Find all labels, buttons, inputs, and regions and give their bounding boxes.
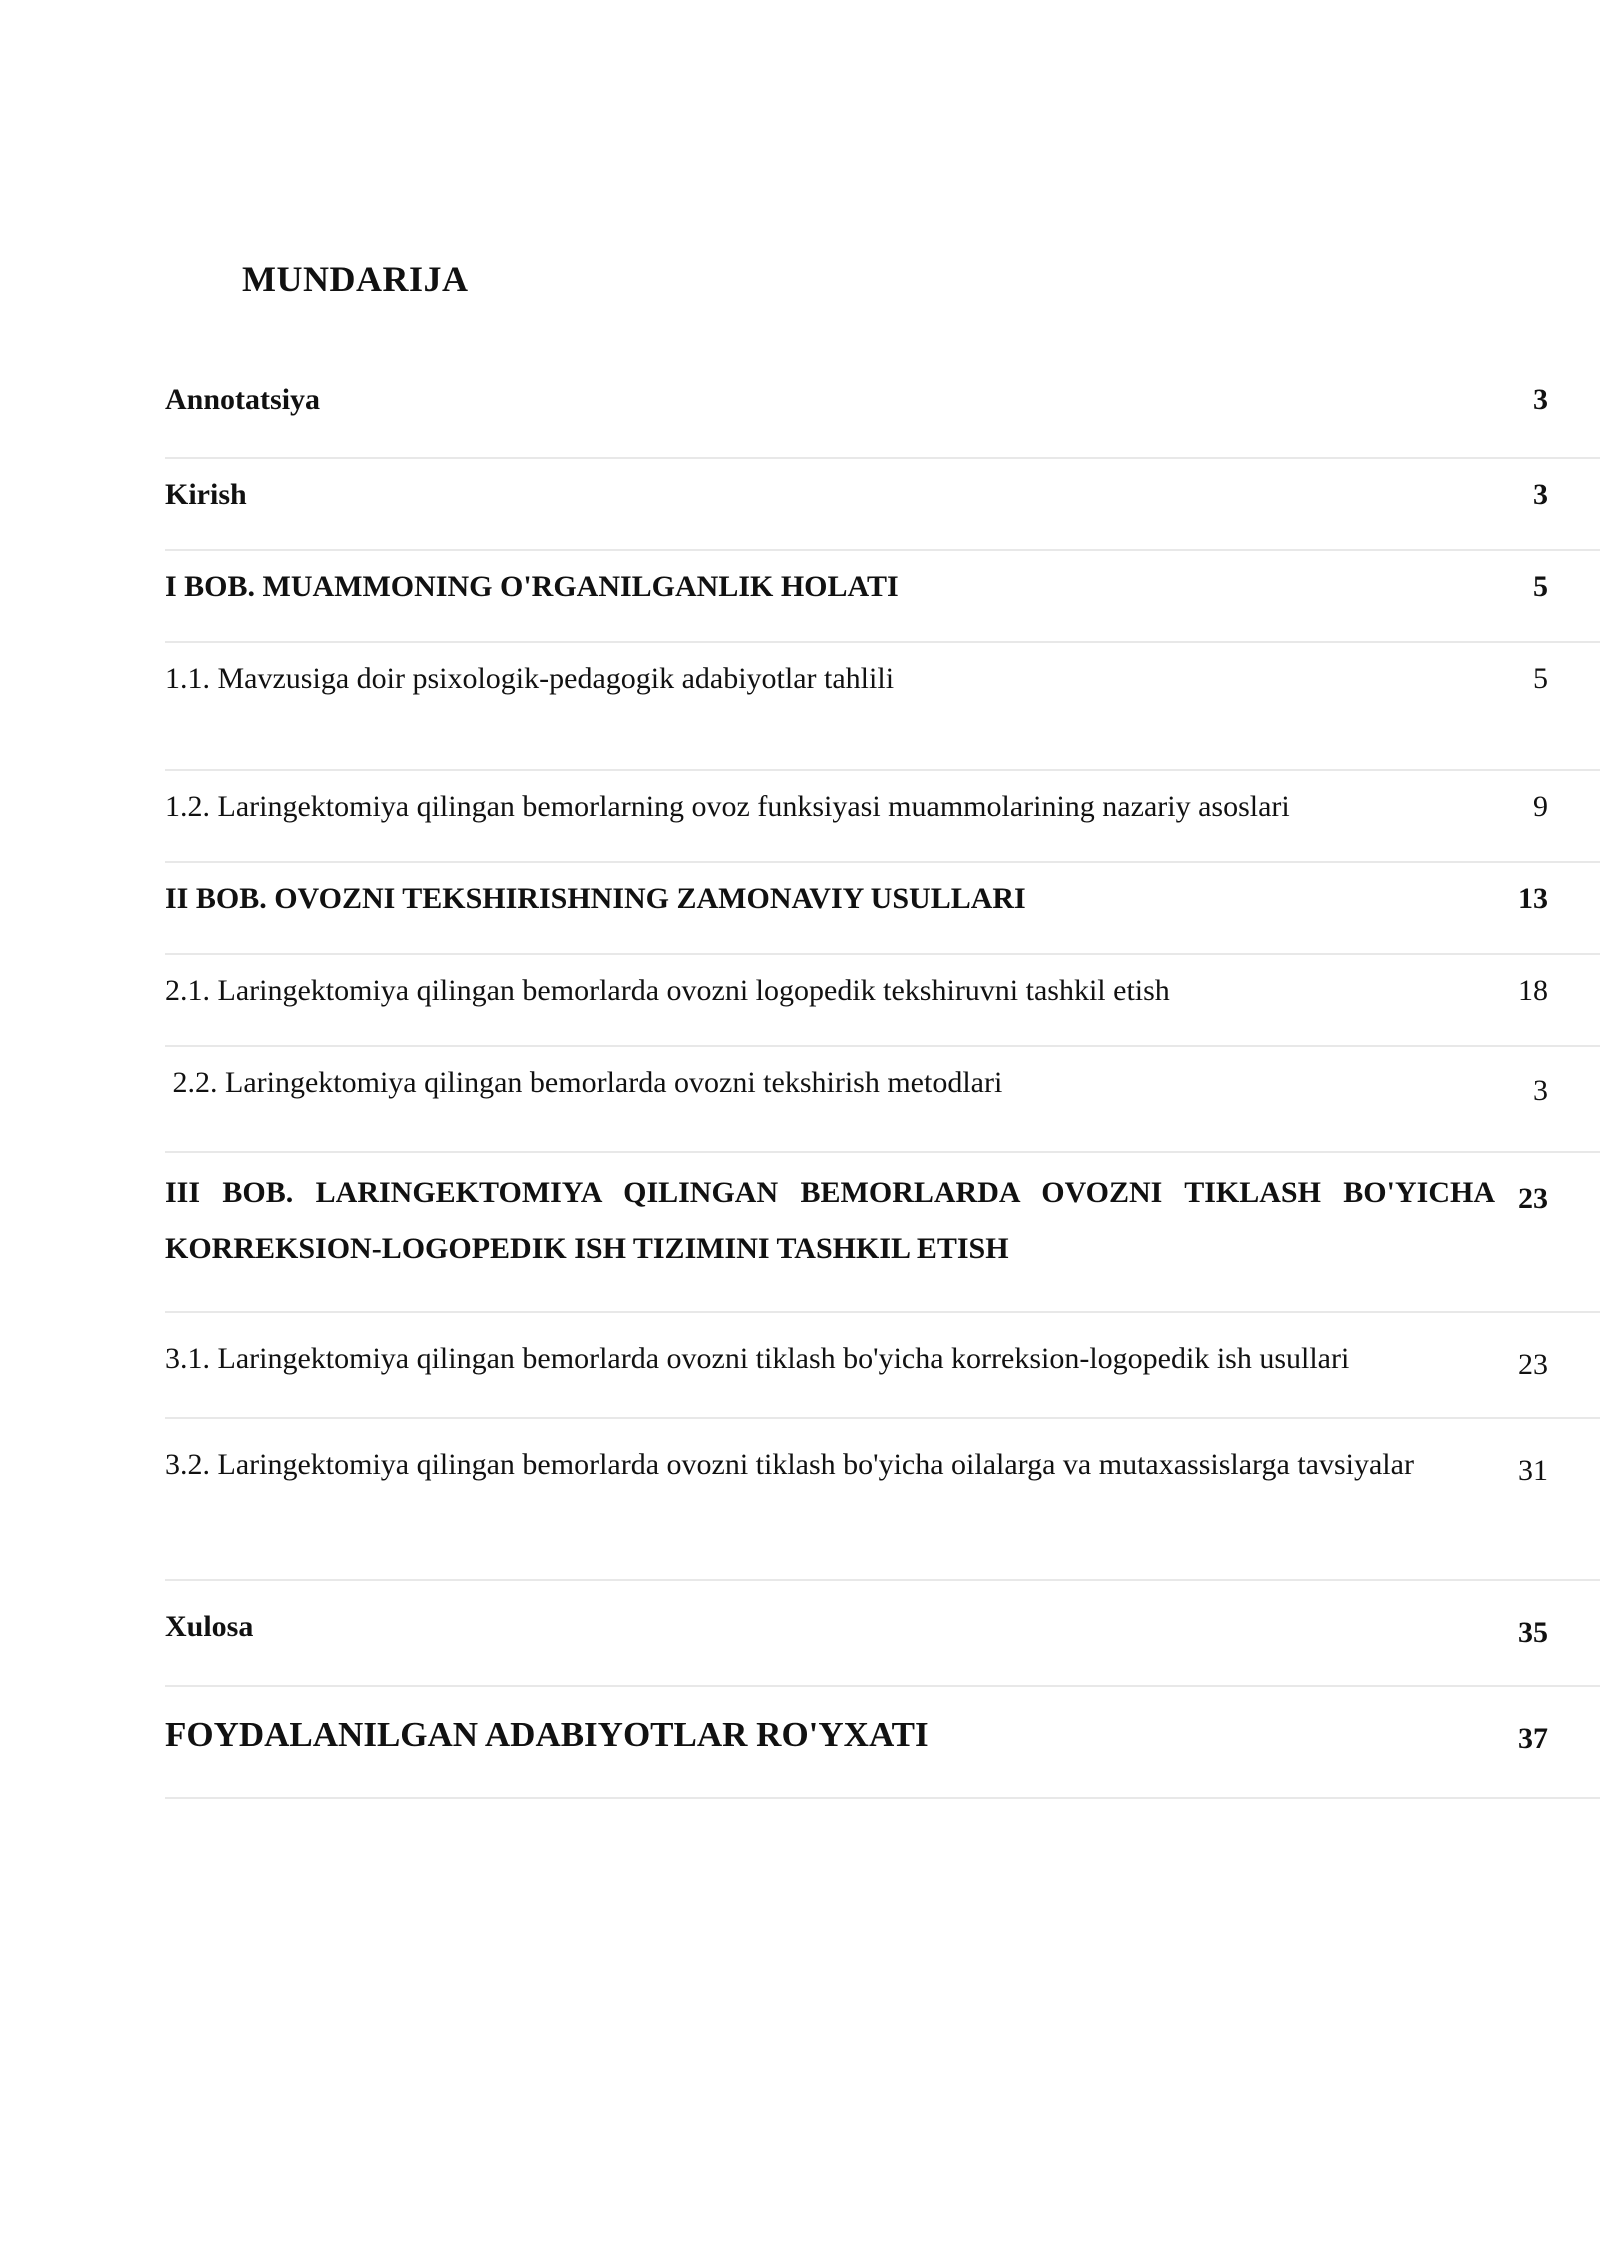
toc-page-number: 3 bbox=[1533, 383, 1548, 416]
table-of-contents bbox=[165, 365, 1600, 1799]
toc-entry-text: III BOB. LARINGEKTOMIYA QILINGAN BEMORLARDA OVOZNI TIKLASH BO'YICHA KORREKSION-LOGOPEDIK ISH TIZIMINI TASHKIL ETISH bbox=[165, 1176, 1495, 1265]
toc-row-section-2-1[interactable] bbox=[165, 955, 1600, 1047]
toc-page-number: 23 bbox=[1518, 1348, 1548, 1381]
toc-entry-text: Annotatsiya bbox=[165, 383, 321, 416]
toc-row-chapter-1[interactable] bbox=[165, 551, 1600, 643]
toc-entry-text: 2.2. Laringektomiya qilingan bemorlarda ovozni tekshirish metodlari bbox=[165, 1066, 1003, 1099]
toc-entry-text: 3.2. Laringektomiya qilingan bemorlarda ovozni tiklash bo'yicha oilalarga va mutaxassislarga tavsiyalar bbox=[165, 1448, 1414, 1481]
toc-row-section-2-2[interactable] bbox=[165, 1047, 1600, 1153]
toc-row-section-1-2[interactable] bbox=[165, 771, 1600, 863]
toc-page-number: 31 bbox=[1518, 1454, 1548, 1487]
toc-page-number: 13 bbox=[1518, 882, 1548, 915]
toc-row-chapter-2[interactable] bbox=[165, 863, 1600, 955]
toc-entry-text: FOYDALANILGAN ADABIYOTLAR RO'YXATI bbox=[165, 1715, 929, 1754]
toc-row-section-3-2[interactable] bbox=[165, 1419, 1600, 1581]
toc-row-chapter-3[interactable] bbox=[165, 1153, 1600, 1313]
toc-page-number: 5 bbox=[1533, 570, 1548, 603]
toc-row-section-3-1[interactable] bbox=[165, 1313, 1600, 1419]
toc-row-kirish[interactable] bbox=[165, 459, 1600, 551]
toc-entry-text: 2.1. Laringektomiya qilingan bemorlarda ovozni logopedik tekshiruvni tashkil etish bbox=[165, 974, 1170, 1007]
toc-row-references[interactable] bbox=[165, 1687, 1600, 1799]
toc-page-number: 9 bbox=[1533, 790, 1548, 823]
toc-row-annotatsiya[interactable] bbox=[165, 365, 1600, 459]
toc-entry-text: Xulosa bbox=[165, 1610, 254, 1643]
toc-page-number: 23 bbox=[1518, 1182, 1548, 1215]
toc-entry-text: II BOB. OVOZNI TEKSHIRISHNING ZAMONAVIY USULLARI bbox=[165, 882, 1026, 915]
toc-page-number: 18 bbox=[1518, 974, 1548, 1007]
toc-page-number: 5 bbox=[1533, 662, 1548, 695]
toc-entry-text: I BOB. MUAMMONING O'RGANILGANLIK HOLATI bbox=[165, 570, 899, 603]
toc-page-number: 37 bbox=[1518, 1722, 1548, 1755]
toc-row-section-1-1[interactable] bbox=[165, 643, 1600, 771]
toc-entry-text: 3.1. Laringektomiya qilingan bemorlarda ovozni tiklash bo'yicha korreksion-logopedik ish usullari bbox=[165, 1342, 1350, 1375]
toc-entry-text: 1.1. Mavzusiga doir psixologik-pedagogik adabiyotlar tahlili bbox=[165, 662, 895, 695]
toc-entry-text: Kirish bbox=[165, 478, 247, 511]
toc-page-number: 3 bbox=[1533, 1074, 1548, 1107]
toc-entry-text: 1.2. Laringektomiya qilingan bemorlarning ovoz funksiyasi muammolarining nazariy asoslari bbox=[165, 790, 1290, 823]
toc-page-number: 35 bbox=[1518, 1616, 1548, 1649]
toc-row-xulosa[interactable] bbox=[165, 1581, 1600, 1687]
page-title: MUNDARIJA bbox=[242, 259, 469, 299]
toc-page-number: 3 bbox=[1533, 478, 1548, 511]
